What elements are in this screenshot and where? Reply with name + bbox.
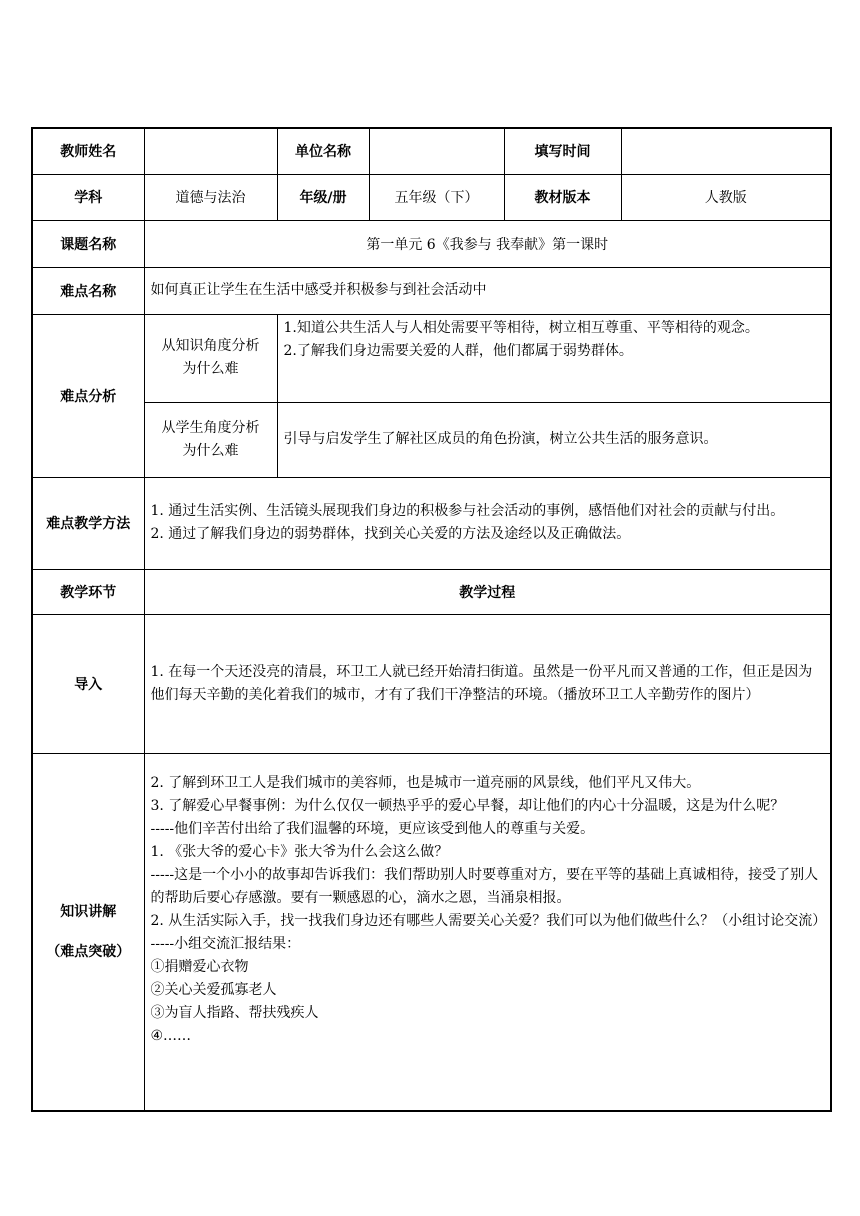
knowledge-label-line-1: 知识讲解 xyxy=(60,903,117,920)
process-header-row xyxy=(32,569,831,614)
unit-name-value xyxy=(369,128,504,174)
analysis-label: 难点分析 xyxy=(32,314,144,477)
difficulty-label: 难点名称 xyxy=(32,267,144,314)
stage-header: 教学环节 xyxy=(32,569,144,614)
fill-time-value xyxy=(621,128,831,174)
knowledge-line-7: -----小组交流汇报结果： xyxy=(150,935,301,952)
difficulty-row xyxy=(32,267,831,314)
knowledge-line-4: 1. 《张大爷的爱心卡》张大爷为什么会这么做？ xyxy=(150,843,449,860)
topic-value: 第一单元 6《我参与 我奉献》第一课时 xyxy=(144,220,831,267)
knowledge-point-1: 1.知道公共生活人与人相处需要平等相待，树立相互尊重、平等相待的观念。 xyxy=(283,319,759,336)
knowledge-point-2: 2.了解我们身边需要关爱的人群，他们都属于弱势群体。 xyxy=(283,342,633,359)
process-header: 教学过程 xyxy=(144,569,831,614)
knowledge-angle-content xyxy=(277,314,831,402)
knowledge-line-1: 2. 了解到环卫工人是我们城市的美容师，也是城市一道亮丽的风景线，他们平凡又伟大。 xyxy=(150,774,701,791)
student-analysis-row xyxy=(32,402,831,477)
method-point-1: 1. 通过生活实例、生活镜头展现我们身边的积极参与社会活动的事例，感悟他们对社会的贡献与付出。 xyxy=(150,503,785,519)
knowledge-angle-label-line-2: 为什么难 xyxy=(182,361,239,377)
method-label: 难点教学方法 xyxy=(32,477,144,569)
intro-label: 导入 xyxy=(32,614,144,753)
lesson-plan-table xyxy=(31,127,832,1112)
intro-row xyxy=(32,614,831,753)
knowledge-line-2: 3. 了解爱心早餐事例：为什么仅仅一顿热乎乎的爱心早餐，却让他们的内心十分温暖，这是为什么呢？ xyxy=(150,797,785,814)
subject-value: 道德与法治 xyxy=(144,174,277,220)
edition-value: 人教版 xyxy=(621,174,831,220)
knowledge-row xyxy=(32,753,831,1111)
teacher-name-label: 教师姓名 xyxy=(32,128,144,174)
difficulty-value: 如何真正让学生在生活中感受并积极参与到社会活动中 xyxy=(144,267,831,314)
knowledge-label-line-2: （难点突破） xyxy=(46,943,131,960)
knowledge-line-9: ②关心关爱孤寡老人 xyxy=(150,981,277,998)
student-angle-label xyxy=(144,402,277,477)
student-angle-content: 引导与启发学生了解社区成员的角色扮演，树立公共生活的服务意识。 xyxy=(277,402,831,477)
knowledge-line-11: ④…… xyxy=(150,1027,192,1044)
teacher-name-value xyxy=(144,128,277,174)
student-angle-label-line-2: 为什么难 xyxy=(182,442,239,459)
intro-content: 1. 在每一个天还没亮的清晨，环卫工人就已经开始清扫街道。虽然是一份平凡而又普通的工作，但正是因为他们每天辛勤的美化着我们的城市，才有了我们干净整洁的环境。（播放环卫工人辛勤劳作的图片） xyxy=(144,614,831,753)
grade-value: 五年级（下） xyxy=(369,174,504,220)
fill-time-label: 填写时间 xyxy=(504,128,621,174)
knowledge-label xyxy=(32,753,144,1111)
knowledge-line-5: -----这是一个小小的故事却告诉我们：我们帮助别人时要尊重对方，要在平等的基础上真诚相待，接受了别人的帮助后要心存感激。要有一颗感恩的心，滴水之恩，当涌泉相报。 xyxy=(150,866,819,906)
knowledge-line-8: ①捐赠爱心衣物 xyxy=(150,958,249,975)
method-content xyxy=(144,477,831,569)
method-row xyxy=(32,477,831,569)
student-angle-label-line-1: 从学生角度分析 xyxy=(161,419,260,436)
subject-row xyxy=(32,174,831,220)
topic-row xyxy=(32,220,831,267)
method-point-2: 2. 通过了解我们身边的弱势群体，找到关心关爱的方法及途经以及正确做法。 xyxy=(150,526,631,542)
knowledge-analysis-row xyxy=(32,314,831,402)
grade-label: 年级/册 xyxy=(277,174,369,220)
knowledge-line-6: 2. 从生活实际入手，找一找我们身边还有哪些人需要关心关爱？我们可以为他们做些什么？（小组讨论交流） xyxy=(150,912,827,929)
knowledge-angle-label-line-1: 从知识角度分析 xyxy=(161,338,260,354)
unit-name-label: 单位名称 xyxy=(277,128,369,174)
knowledge-line-10: ③为盲人指路、帮扶残疾人 xyxy=(150,1004,319,1021)
knowledge-line-3: -----他们辛苦付出给了我们温馨的环境，更应该受到他人的尊重与关爱。 xyxy=(150,820,595,837)
knowledge-angle-label xyxy=(144,314,277,402)
knowledge-content xyxy=(144,753,831,1111)
edition-label: 教材版本 xyxy=(504,174,621,220)
topic-label: 课题名称 xyxy=(32,220,144,267)
subject-label: 学科 xyxy=(32,174,144,220)
header-row xyxy=(32,128,831,174)
